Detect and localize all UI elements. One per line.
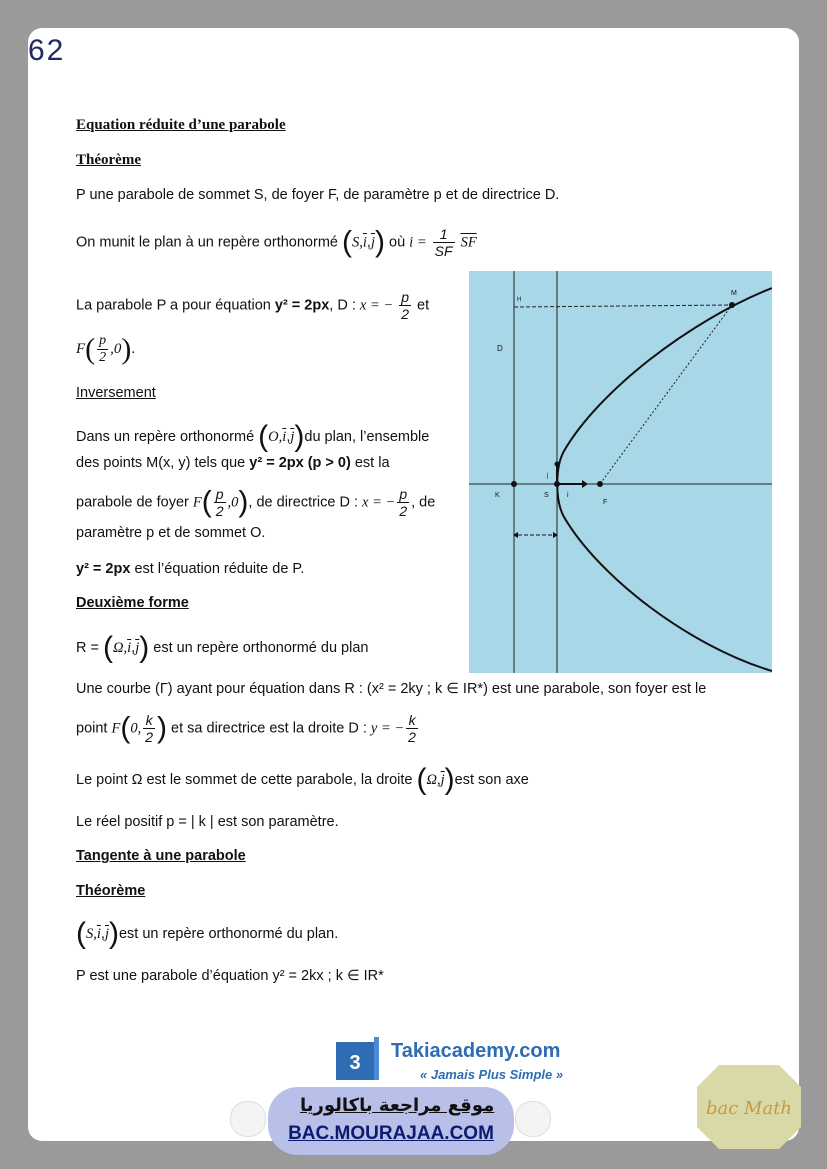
- omega: Ω,: [113, 639, 128, 656]
- label-D: D: [497, 344, 503, 353]
- repere-origin: S,: [86, 925, 97, 942]
- vector-i: $\overline{i}$: [127, 639, 132, 656]
- label-S: S: [544, 492, 549, 499]
- theorem-heading-2: Théorème: [76, 883, 146, 899]
- coord-zero: ,0: [227, 494, 239, 511]
- repere-text: On munit le plan à un repère orthonormé: [76, 234, 338, 251]
- F-label: F: [192, 494, 202, 511]
- tangente-heading: Tangente à une parabole: [76, 848, 246, 864]
- foyer-point-line: [76, 712, 420, 745]
- vector-j: $\overline{j}$: [104, 925, 109, 942]
- sommet-text: Le point Ω est le sommet de cette parabole, la droite: [76, 771, 413, 788]
- theorem-heading: Théorème: [76, 152, 141, 168]
- bacmath-logo: [697, 1065, 801, 1149]
- paren-open: (: [76, 917, 86, 950]
- F-label: F: [111, 720, 121, 737]
- directrice-text: et sa directrice est la droite D :: [171, 720, 367, 737]
- inverse-line-2: [76, 454, 390, 472]
- repere-text: est un repère orthonormé du plan: [153, 639, 369, 656]
- fraction-k-2: $\frac{k}{2}$: [408, 712, 416, 745]
- x-equals: x = −: [359, 297, 394, 314]
- fraction-p-2: $\frac{p}{2}$: [399, 486, 408, 519]
- section-heading: Equation réduite d’une parabole: [76, 117, 286, 133]
- paren-close: ): [374, 225, 385, 259]
- vector-j: $\overline{j}$: [370, 234, 375, 251]
- label-K: K: [495, 492, 500, 499]
- sommet-line: [76, 765, 529, 795]
- fraction-1-sf: $\frac{1}{SF}$: [434, 226, 453, 259]
- slogan: « Jamais Plus Simple »: [420, 1067, 564, 1082]
- equation-line: [76, 289, 429, 322]
- paren-close: ): [238, 485, 249, 519]
- point-text: point: [76, 720, 108, 737]
- paren-open: (: [416, 763, 427, 796]
- courbe-line: Une courbe (Γ) ayant pour équation dans R : (x² = 2ky ; k ∈ IR*) est une parabole, son foyer est le: [76, 681, 707, 697]
- directrice-text: , de directrice D :: [248, 494, 359, 511]
- paren-open: (: [258, 420, 269, 453]
- R-equals: R =: [76, 639, 99, 656]
- fraction-p-2: $\frac{p}{2}$: [401, 289, 409, 322]
- y-equals: y = −: [370, 720, 405, 737]
- vector-i: $\overline{i}$: [282, 428, 287, 445]
- parabola-figure: [469, 271, 772, 673]
- inverse-text-end: , de: [411, 494, 436, 511]
- equation-bold: y² = 2px: [274, 297, 330, 314]
- point-M: [729, 302, 735, 308]
- takiacademy-logo: [336, 1037, 380, 1081]
- takiacademy-brand[interactable]: Takiacademy.com: [391, 1040, 561, 1062]
- fraction-p-2: $\frac{p}{2}$: [215, 486, 224, 519]
- inverse-text: Dans un repère orthonormé: [76, 428, 255, 445]
- label-F: F: [603, 499, 608, 506]
- paren-open: (: [120, 711, 131, 745]
- label-j: j: [547, 473, 549, 479]
- reduced-equation-line: [76, 560, 304, 578]
- badge-number: 3: [349, 1052, 361, 1074]
- last-line: P est une parabole d’équation y² = 2kx ; k ∈ IR*: [76, 968, 384, 984]
- vector-j: $\overline{j}$: [290, 428, 295, 445]
- inverse-text: des points M(x, y) tels que: [76, 455, 246, 471]
- period: .: [131, 340, 136, 357]
- book-icon: [336, 1037, 380, 1081]
- equation-bold: y² = 2px (p > 0): [249, 455, 351, 471]
- et-text: et: [417, 297, 430, 314]
- equation-text: La parabole P a pour équation: [76, 297, 271, 314]
- vector-j: $\overline{j}$: [135, 639, 140, 656]
- repere-origin: S,: [352, 234, 363, 251]
- inverse-text-end: est la: [354, 455, 390, 471]
- label-i: i: [567, 492, 569, 499]
- paren-open: (: [85, 332, 96, 366]
- origin-O: O,: [268, 428, 283, 445]
- paren-close: ): [294, 420, 305, 453]
- paren-close: ): [157, 711, 168, 745]
- repere-line: On munit le plan à un repère orthonormé $(S,\overline{i},\overline{j})$ où i = $\frac{1}{SF}$ $\overline{SF}$: [76, 225, 477, 259]
- i-equals: i =: [409, 234, 427, 251]
- paren-open: (: [103, 631, 113, 664]
- vector-j: $\overline{j}$: [440, 771, 445, 788]
- vector-sf: $\overline{SF}$: [460, 234, 477, 251]
- arabic-title: موقع مراجعة باكالوريا: [300, 1095, 495, 1116]
- definition-line: P une parabole de sommet S, de foyer F, de paramètre p et de directrice D.: [76, 187, 560, 203]
- equation-bold: y² = 2px: [76, 561, 131, 577]
- inverse-text-end: du plan, l’ensemble: [304, 428, 430, 445]
- bacmath-text: bac Math: [705, 1098, 793, 1119]
- paren-close: ): [139, 631, 150, 664]
- inverse-line-4: paramètre p et de sommet O.: [76, 525, 266, 541]
- directrice-label: , D :: [329, 297, 356, 314]
- deuxieme-forme-heading: Deuxième forme: [76, 595, 189, 611]
- repere-S-line: $(S,\overline{i},\overline{j})est$ un repère orthonormé du plan.: [76, 917, 339, 950]
- right-logo-icon: [515, 1101, 551, 1137]
- reduced-text: est l’équation réduite de P.: [134, 561, 305, 577]
- bac-url[interactable]: BAC.MOURAJAA.COM: [288, 1123, 494, 1144]
- axe-text: est son axe: [454, 771, 529, 788]
- inverse-line-3: [76, 486, 435, 519]
- paren-open: (: [201, 485, 212, 519]
- x-equals: x = −: [362, 494, 396, 511]
- point-F: [597, 481, 603, 487]
- label-M: M: [731, 290, 737, 297]
- omega: Ω,: [426, 771, 441, 788]
- left-logo-icon: [230, 1101, 266, 1137]
- vector-i: $\overline{i}$: [362, 234, 367, 251]
- fraction-k-2: $\frac{k}{2}$: [145, 712, 154, 745]
- point-K: [511, 481, 517, 487]
- foyer-line: [76, 333, 135, 366]
- paren-close: ): [444, 763, 455, 796]
- point-S: [554, 481, 560, 487]
- paren-close: ): [108, 917, 119, 950]
- label-H: H: [517, 297, 522, 303]
- coord-zero: ,0: [110, 340, 122, 357]
- page-number: 62: [28, 34, 66, 67]
- vector-i: $\overline{i}$: [96, 925, 101, 942]
- F-label: F: [76, 340, 86, 357]
- paren-open: (: [342, 225, 352, 259]
- inverse-text: parabole de foyer: [76, 494, 189, 511]
- point-j: [555, 462, 560, 467]
- parametre-line: Le réel positif p = | k | est son paramètre.: [76, 814, 339, 830]
- fraction-p-2: $\frac{p}{2}$: [99, 333, 107, 365]
- inverse-line-1: Dans un repère orthonormé $(O,\overline{i},\overline{j})du$ plan, l’ensemble: [76, 420, 430, 453]
- coord-zero: 0,: [130, 720, 142, 737]
- repere-text: est un repère orthonormé du plan.: [118, 925, 339, 942]
- ou-text: où: [389, 234, 406, 251]
- paren-close: ): [121, 332, 132, 366]
- repere-R-line: $R = (\Omega,\overline{i},\overline{j})$ est un repère orthonormé du plan: [76, 631, 369, 664]
- inversement-heading: Inversement: [76, 385, 156, 401]
